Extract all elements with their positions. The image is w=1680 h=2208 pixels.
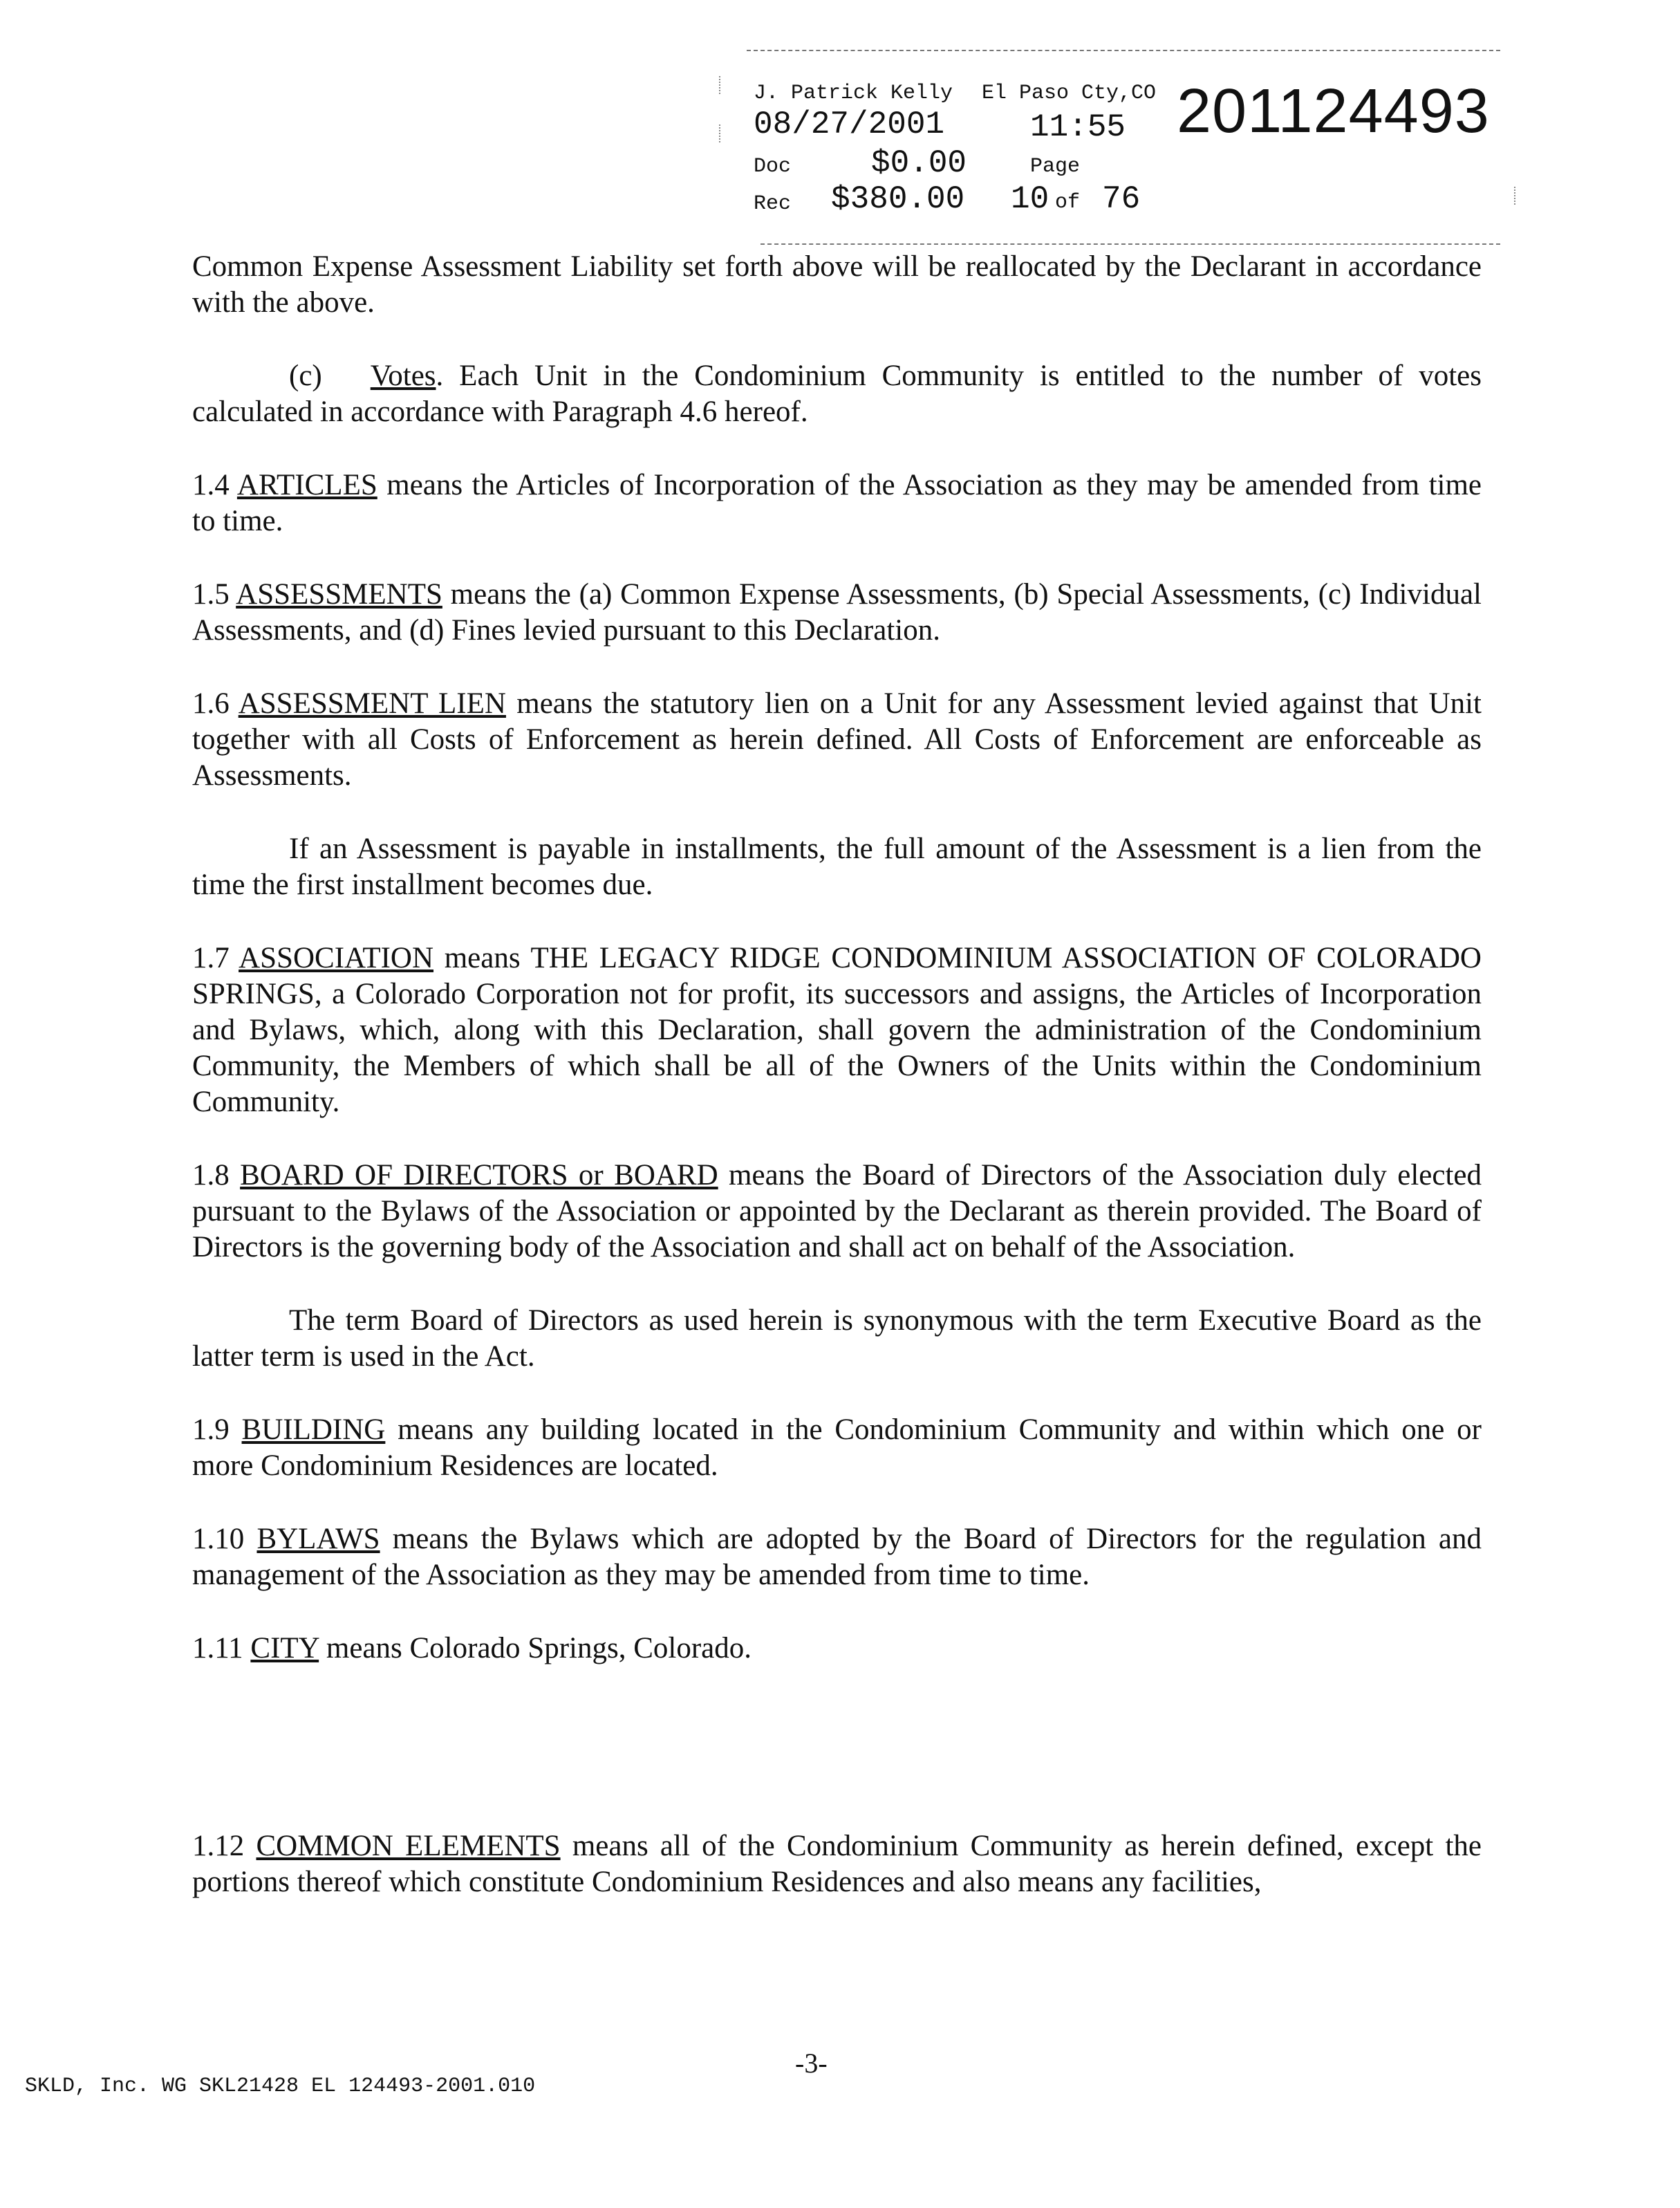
defined-term: ASSESSMENTS	[236, 578, 442, 611]
section-number: 1.11	[192, 1632, 243, 1664]
votes-text: . Each Unit in the Condominium Community is entitled to the number of votes calculated in accordance with Paragraph 4.6 hereof.	[192, 360, 1482, 428]
blank-space	[192, 1704, 1482, 1828]
page-number: -3-	[795, 2048, 828, 2079]
votes-term: Votes	[370, 360, 436, 392]
definition-text: means THE LEGACY RIDGE CONDOMINIUM ASSOCIATION OF COLORADO SPRINGS, a Colorado Corporation not for profit, its successors and assigns, the Articles of Incorporation and Bylaws, which, along with this Declaration, shall govern the administration of the Condominium Community, the Members of which shall be all of the Owners of the Units within the Condominium Community.	[192, 942, 1482, 1118]
stamp-rec-fee: $380.00	[831, 181, 965, 217]
defined-term: BYLAWS	[256, 1523, 380, 1555]
definition-text: means the Board of Directors of the Association duly elected pursuant to the Bylaws of the Association or appointed by the Declarant as therein provided. The Board of Directors is the governing body of the Association and shall act on behalf of the Association.	[192, 1159, 1482, 1263]
section-1-6	[192, 686, 1482, 794]
section-1-4	[192, 467, 1482, 539]
definition-text: means the Bylaws which are adopted by the Board of Directors for the regulation and management of the Association as they may be amended from time to time.	[192, 1523, 1482, 1591]
stamp-bottom-rule	[760, 243, 1500, 245]
stamp-rec-label: Rec	[754, 192, 792, 216]
paragraph-votes	[192, 358, 1482, 430]
scan-speck	[1514, 187, 1518, 205]
section-number: 1.12	[192, 1830, 245, 1862]
stamp-page-total: 76	[1102, 181, 1141, 217]
defined-term: ASSESSMENT LIEN	[238, 687, 506, 720]
section-1-8-executive-board: The term Board of Directors as used herein is synonymous with the term Executive Board as the latter term is used in the Act.	[192, 1304, 1482, 1373]
votes-label: (c)	[289, 360, 322, 392]
defined-term: ASSOCIATION	[239, 942, 434, 974]
section-number: 1.10	[192, 1523, 245, 1555]
defined-term: COMMON ELEMENTS	[256, 1830, 561, 1862]
section-1-5	[192, 577, 1482, 649]
section-number: 1.9	[192, 1413, 230, 1446]
defined-term: BOARD OF DIRECTORS or BOARD	[240, 1159, 718, 1191]
definition-text: means Colorado Springs, Colorado.	[319, 1632, 752, 1664]
section-number: 1.8	[192, 1159, 230, 1191]
stamp-doc-fee: $0.00	[871, 145, 967, 181]
section-number: 1.4	[192, 469, 230, 501]
section-number: 1.6	[192, 687, 230, 720]
section-number: 1.7	[192, 942, 230, 974]
stamp-reception-number: 201124493	[1177, 77, 1490, 146]
stamp-date: 08/27/2001	[754, 106, 945, 142]
defined-term: ARTICLES	[236, 469, 377, 501]
definition-text: means the (a) Common Expense Assessments, (b) Special Assessments, (c) Individual Assessments, and (d) Fines levied pursuant to this Declaration.	[192, 578, 1482, 647]
defined-term: BUILDING	[241, 1413, 386, 1446]
stamp-top-rule	[747, 50, 1500, 51]
stamp-county: El Paso Cty,CO	[982, 82, 1157, 105]
definition-text: means the Articles of Incorporation of the Association as they may be amended from time to time.	[192, 469, 1482, 537]
defined-term: CITY	[250, 1632, 319, 1664]
section-1-8	[192, 1158, 1482, 1265]
section-1-6-installments: If an Assessment is payable in installments, the full amount of the Assessment is a lien from the time the first installment becomes due.	[192, 833, 1482, 901]
stamp-page-of: of	[1055, 191, 1081, 214]
section-1-9	[192, 1412, 1482, 1484]
document-body	[192, 249, 1482, 1938]
section-1-10	[192, 1521, 1482, 1593]
definition-text: means the statutory lien on a Unit for any Assessment levied against that Unit together with all Costs of Enforcement as herein defined. All Costs of Enforcement are enforceable as Assessments.	[192, 687, 1482, 792]
definition-text: means all of the Condominium Community as herein defined, except the portions thereof which constitute Condominium Residences and also means any facilities,	[192, 1830, 1482, 1898]
section-1-7	[192, 940, 1482, 1120]
footer-filing-code: SKLD, Inc. WG SKL21428 EL 124493-2001.010	[25, 2075, 536, 2098]
definition-text: means any building located in the Condominium Community and within which one or more Condominium Residences are located.	[192, 1413, 1482, 1482]
section-number: 1.5	[192, 578, 230, 611]
scan-speck	[719, 124, 722, 142]
stamp-doc-label: Doc	[754, 155, 792, 178]
section-1-12	[192, 1828, 1482, 1900]
stamp-page-label: Page	[1030, 155, 1081, 178]
stamp-page-current: 10	[1011, 181, 1049, 217]
stamp-time: 11:55	[1030, 109, 1126, 145]
recording-stamp	[754, 69, 1514, 228]
scan-speck	[719, 76, 722, 94]
paragraph-continuation: Common Expense Assessment Liability set forth above will be reallocated by the Declarant in accordance with the above.	[192, 250, 1482, 319]
section-1-11	[192, 1631, 1482, 1667]
stamp-recorder: J. Patrick Kelly	[754, 82, 953, 105]
